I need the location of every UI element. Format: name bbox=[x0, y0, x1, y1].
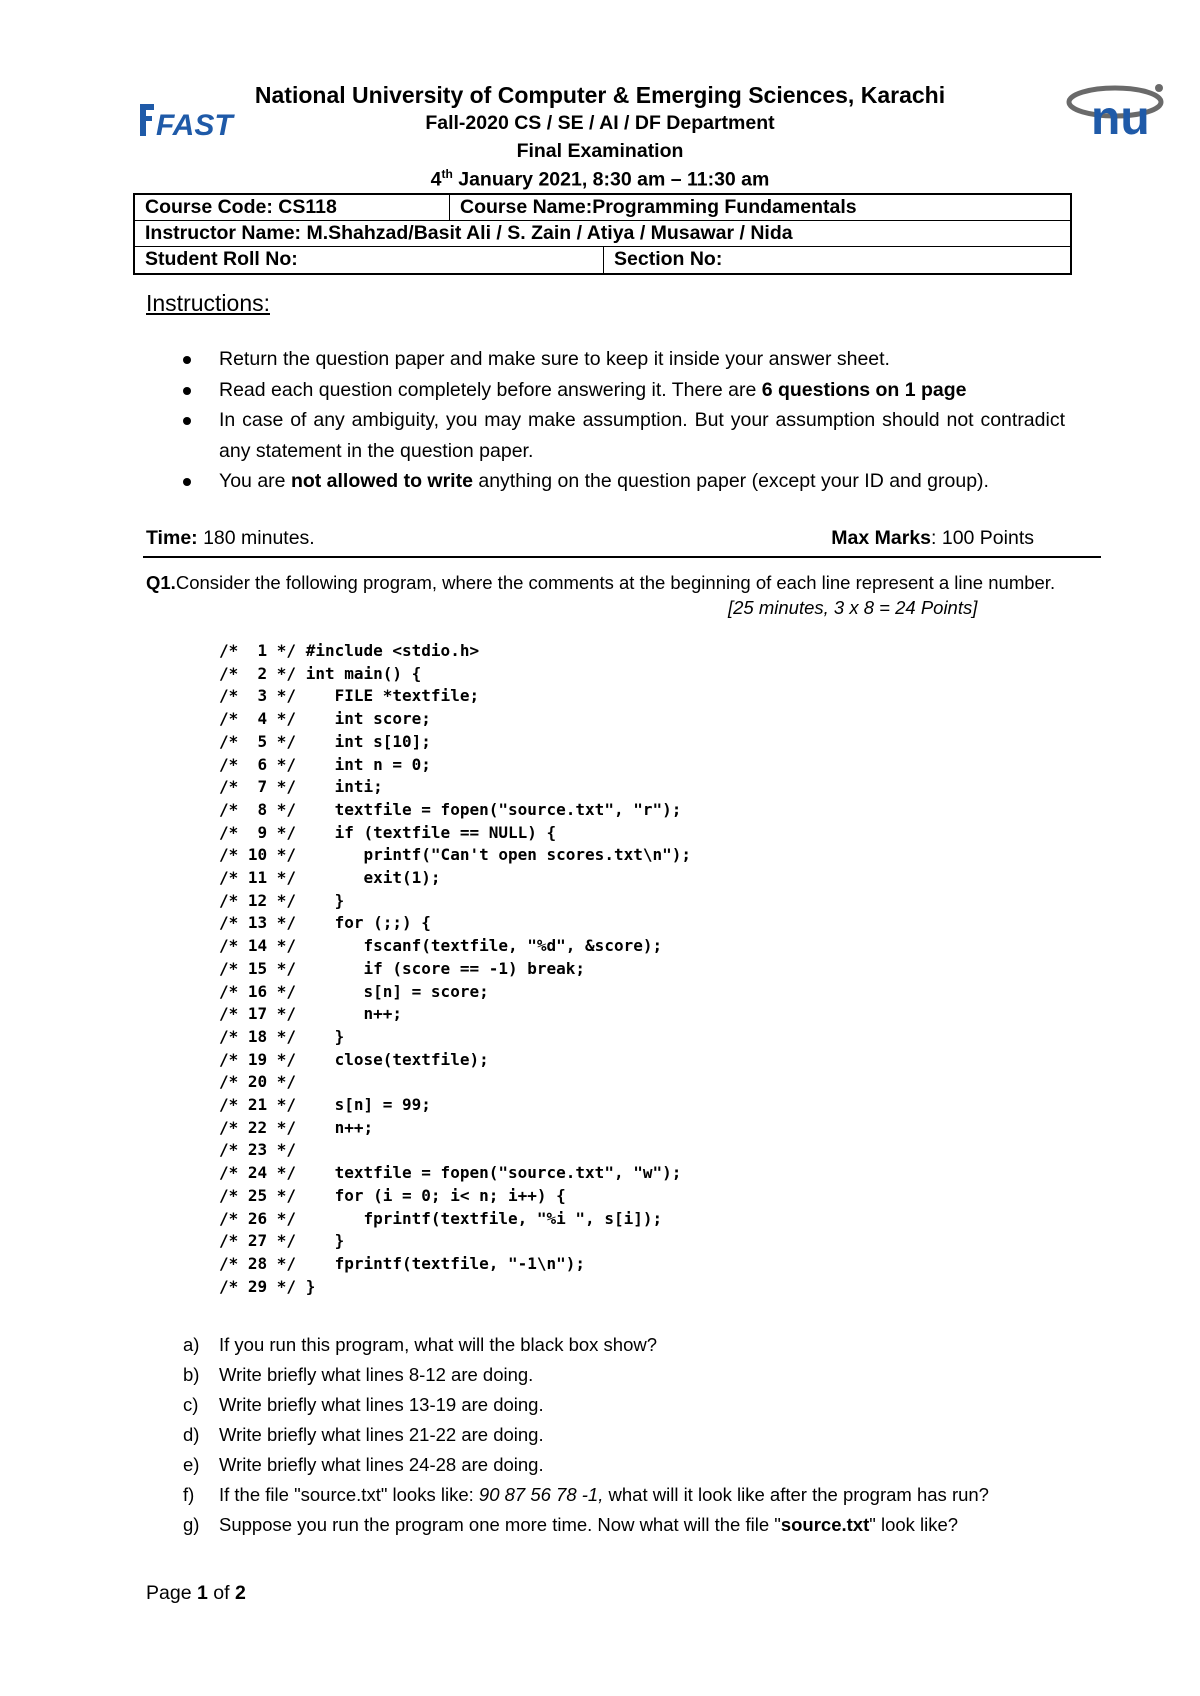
time-marks-line bbox=[146, 527, 1034, 550]
sub-question: b) Write briefly what lines 8-12 are doing. bbox=[183, 1360, 989, 1390]
sub-question-label: e) bbox=[183, 1454, 200, 1475]
code-line: /* 11 */ exit(1); bbox=[219, 868, 441, 888]
code-line: /* 28 */ fprintf(textfile, "-1\n"); bbox=[219, 1253, 586, 1273]
course-row bbox=[135, 195, 1070, 221]
code-line: /* 5 */ int s[10]; bbox=[219, 731, 431, 751]
sub-question: e) Write briefly what lines 24-28 are doing. bbox=[183, 1450, 989, 1480]
bullet-icon bbox=[183, 356, 191, 364]
code-line: /* 14 */ fscanf(textfile, "%d", &score); bbox=[219, 936, 663, 956]
sub-question-label: a) bbox=[183, 1334, 200, 1355]
q1-points: [25 minutes, 3 x 8 = 24 Points] bbox=[728, 597, 978, 618]
code-line: /* 24 */ textfile = fopen("source.txt", "w"); bbox=[219, 1163, 682, 1183]
code-line: /* 23 */ bbox=[219, 1140, 297, 1160]
sub-question-label: f) bbox=[183, 1484, 195, 1505]
code-line: /* 9 */ if (textfile == NULL) { bbox=[219, 822, 557, 842]
course-code: Course Code: CS118 bbox=[135, 195, 450, 220]
code-line: /* 8 */ textfile = fopen("source.txt", "r"); bbox=[219, 799, 682, 819]
instructor-row bbox=[135, 221, 1070, 247]
sub-questions bbox=[183, 1330, 989, 1540]
max-marks: Max Marks: 100 Points bbox=[831, 527, 1034, 549]
section-no: Section No: bbox=[614, 248, 723, 270]
university-name: National University of Computer & Emerging Sciences, Karachi bbox=[254, 82, 946, 108]
bullet-icon bbox=[183, 387, 191, 395]
sub-question: a) If you run this program, what will the black box show? bbox=[183, 1330, 989, 1360]
svg-text:nu: nu bbox=[1091, 92, 1150, 145]
svg-text:FAST: FAST bbox=[156, 109, 233, 142]
exam-date: 4th January 2021, 8:30 am – 11:30 am bbox=[430, 167, 770, 191]
code-line: /* 6 */ int n = 0; bbox=[219, 754, 431, 774]
code-line: /* 29 */ } bbox=[219, 1276, 316, 1296]
code-line: /* 18 */ } bbox=[219, 1026, 345, 1046]
code-line: /* 17 */ n++; bbox=[219, 1004, 403, 1024]
code-line: /* 7 */ inti; bbox=[219, 777, 383, 797]
bullet-icon bbox=[183, 478, 191, 486]
student-roll-no: Student Roll No: bbox=[135, 247, 604, 273]
student-row bbox=[135, 247, 1070, 273]
course-name: Course Name:Programming Fundamentals bbox=[460, 196, 857, 218]
code-line: /* 10 */ printf("Can't open scores.txt\n"); bbox=[219, 845, 692, 865]
code-line: /* 26 */ fprintf(textfile, "%i ", s[i]); bbox=[219, 1208, 663, 1228]
code-line: /* 21 */ s[n] = 99; bbox=[219, 1095, 431, 1115]
instruction-item: In case of any ambiguity, you may make assumption. But your assumption should not contradict any statement in the question paper. bbox=[183, 405, 1065, 466]
instruction-item: Return the question paper and make sure to keep it inside your answer sheet. bbox=[183, 344, 1065, 375]
sub-question: c) Write briefly what lines 13-19 are doing. bbox=[183, 1390, 989, 1420]
code-line: /* 16 */ s[n] = score; bbox=[219, 981, 489, 1001]
course-info-table bbox=[133, 193, 1072, 275]
exam-title: Final Examination bbox=[516, 140, 684, 162]
code-line: /* 27 */ } bbox=[219, 1231, 345, 1251]
code-line: /* 15 */ if (score == -1) break; bbox=[219, 958, 586, 978]
code-line: /* 3 */ FILE *textfile; bbox=[219, 686, 480, 706]
code-listing bbox=[219, 640, 691, 1298]
sub-question: g) Suppose you run the program one more time. Now what will the file "source.txt" look like? bbox=[183, 1510, 989, 1540]
sub-question: d) Write briefly what lines 21-22 are doing. bbox=[183, 1420, 989, 1450]
instructor-name: Instructor Name: M.Shahzad/Basit Ali / S. Zain / Atiya / Musawar / Nida bbox=[145, 222, 793, 244]
sub-question-label: c) bbox=[183, 1394, 199, 1415]
bullet-icon bbox=[183, 417, 191, 425]
sub-question-label: d) bbox=[183, 1424, 200, 1445]
section-divider bbox=[143, 556, 1101, 558]
time-allowed: Time: 180 minutes. bbox=[146, 527, 315, 549]
code-line: /* 22 */ n++; bbox=[219, 1117, 374, 1137]
code-line: /* 13 */ for (;;) { bbox=[219, 913, 431, 933]
code-line: /* 19 */ close(textfile); bbox=[219, 1049, 489, 1069]
code-line: /* 4 */ int score; bbox=[219, 709, 431, 729]
department: Fall-2020 CS / SE / AI / DF Department bbox=[425, 112, 775, 134]
instruction-item: Read each question completely before answering it. There are 6 questions on 1 page bbox=[183, 375, 1065, 406]
instruction-item: You are not allowed to write anything on the question paper (except your ID and group). bbox=[183, 466, 1065, 497]
code-line: /* 25 */ for (i = 0; i< n; i++) { bbox=[219, 1185, 566, 1205]
instructions-title: Instructions: bbox=[146, 290, 270, 316]
instructions-list bbox=[183, 344, 1065, 497]
sub-question: f) If the file "source.txt" looks like: 90 87 56 78 -1, what will it look like after the program has run? bbox=[183, 1480, 989, 1510]
q1-text: Q1.Consider the following program, where the comments at the beginning of each line represent a line number. bbox=[146, 572, 1056, 593]
code-line: /* 20 */ bbox=[219, 1072, 297, 1092]
code-line: /* 2 */ int main() { bbox=[219, 663, 422, 683]
page-footer: Page 1 of 2 bbox=[146, 1582, 246, 1604]
code-line: /* 1 */ #include <stdio.h> bbox=[219, 641, 480, 660]
code-line: /* 12 */ } bbox=[219, 890, 345, 910]
sub-question-label: b) bbox=[183, 1364, 200, 1385]
sub-question-label: g) bbox=[183, 1514, 200, 1535]
